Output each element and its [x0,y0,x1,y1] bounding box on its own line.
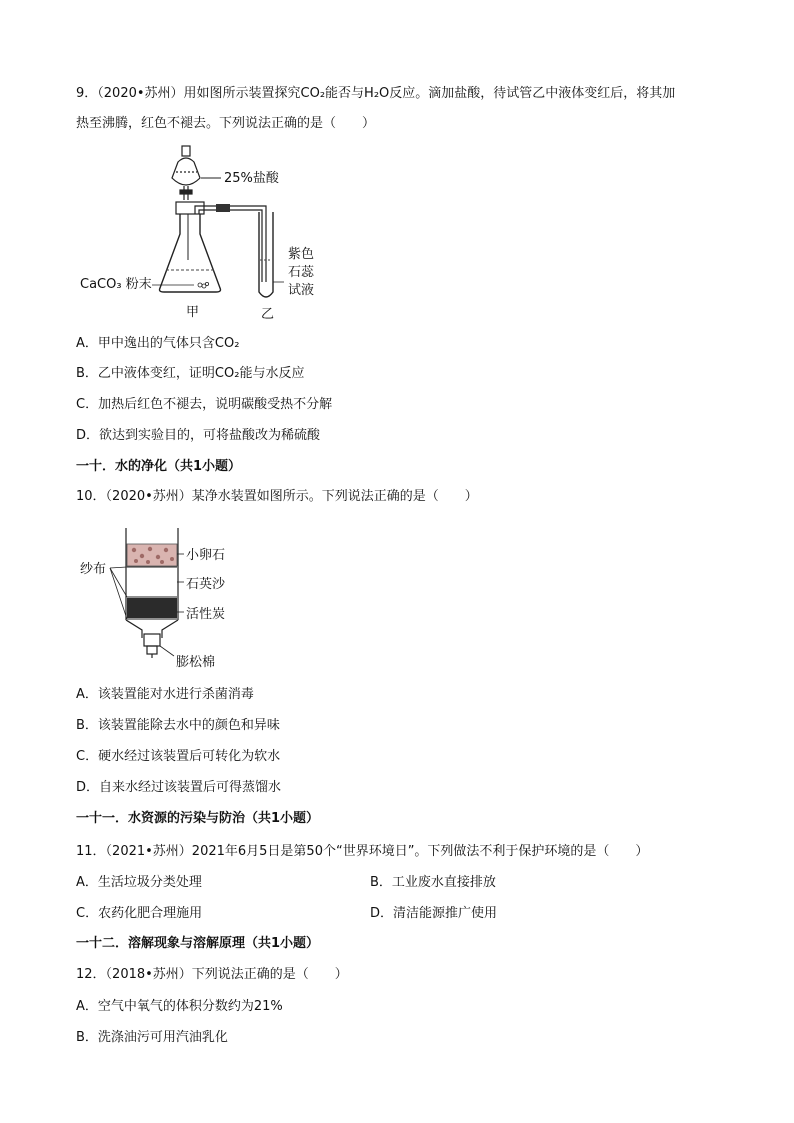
cotton-label: 膨松棉 [176,655,216,670]
q9-option-a: A．甲中逸出的气体只含CO₂ [76,336,240,351]
q11-stem: 11．（2021•苏州）2021年6月5日是第50个“世界环境日”。下列做法不利于保护环境的是（ ） [76,844,649,859]
q9-option-c: C．加热后红色不褪去，说明碳酸受热不分解 [76,397,333,412]
litmus-label-2: 石蕊 [288,265,315,280]
q11-option-a: A．生活垃圾分类处理 [76,875,202,890]
q10-option-d: D．自来水经过该装置后可得蒸馏水 [76,780,282,795]
q9-option-d: D．欲达到实验目的，可将盐酸改为稀硫酸 [76,428,321,443]
litmus-label-1: 紫色 [288,247,315,262]
q11-option-d: D．清洁能源推广使用 [370,906,498,921]
pebble-label: 小卵石 [186,548,226,563]
flask-label: 甲 [186,305,200,320]
carbon-layer [127,598,177,618]
q11-option-b: B．工业废水直接排放 [370,875,496,890]
q10-option-c: C．硬水经过该装置后可转化为软水 [76,749,281,764]
section-heading-12: 一十二．溶解现象与溶解原理（共1小题） [76,936,320,951]
q9-option-b: B．乙中液体变红，证明CO₂能与水反应 [76,366,305,381]
q9-stem-line1: 9．（2020•苏州）用如图所示装置探究CO₂能否与H₂O反应。滴加盐酸，待试管乙中液体变红后，将其加 [76,86,676,101]
q9-apparatus-figure [76,142,326,322]
q10-stem: 10．（2020•苏州）某净水装置如图所示。下列说法正确的是（ ） [76,489,478,504]
outlet [144,634,160,658]
gauze-label: 纱布 [80,562,107,577]
section-heading-11: 一十一．水资源的污染与防治（共1小题） [76,811,320,826]
q10-option-b: B．该装置能除去水中的颜色和异味 [76,718,280,733]
litmus-label-3: 试液 [288,283,315,298]
delivery-tube [195,206,266,282]
q11-option-c: C．农药化肥合理施用 [76,906,203,921]
q12-stem: 12．（2018•苏州）下列说法正确的是（ ） [76,967,348,982]
caco3-powder [198,282,209,288]
q12-option-a: A．空气中氧气的体积分数约为21% [76,999,283,1014]
q10-filter-figure [76,526,266,674]
powder-label: CaCO₃ 粉末 [80,277,152,292]
section-heading-10: 一十．水的净化（共1小题） [76,459,242,474]
erlenmeyer-flask [160,214,221,292]
acid-label: 25%盐酸 [224,171,279,186]
q9-stem-line2: 热至沸腾，红色不褪去。下列说法正确的是（ ） [76,116,376,131]
q10-option-a: A．该装置能对水进行杀菌消毒 [76,687,254,702]
sand-layer [127,568,177,596]
tube-label: 乙 [261,307,275,322]
sand-label: 石英沙 [186,577,226,592]
q12-option-b: B．洗涤油污可用汽油乳化 [76,1030,228,1045]
separatory-funnel [172,146,200,200]
pebble-layer [127,544,177,566]
rubber-stopper [176,202,204,214]
carbon-label: 活性炭 [186,607,226,622]
